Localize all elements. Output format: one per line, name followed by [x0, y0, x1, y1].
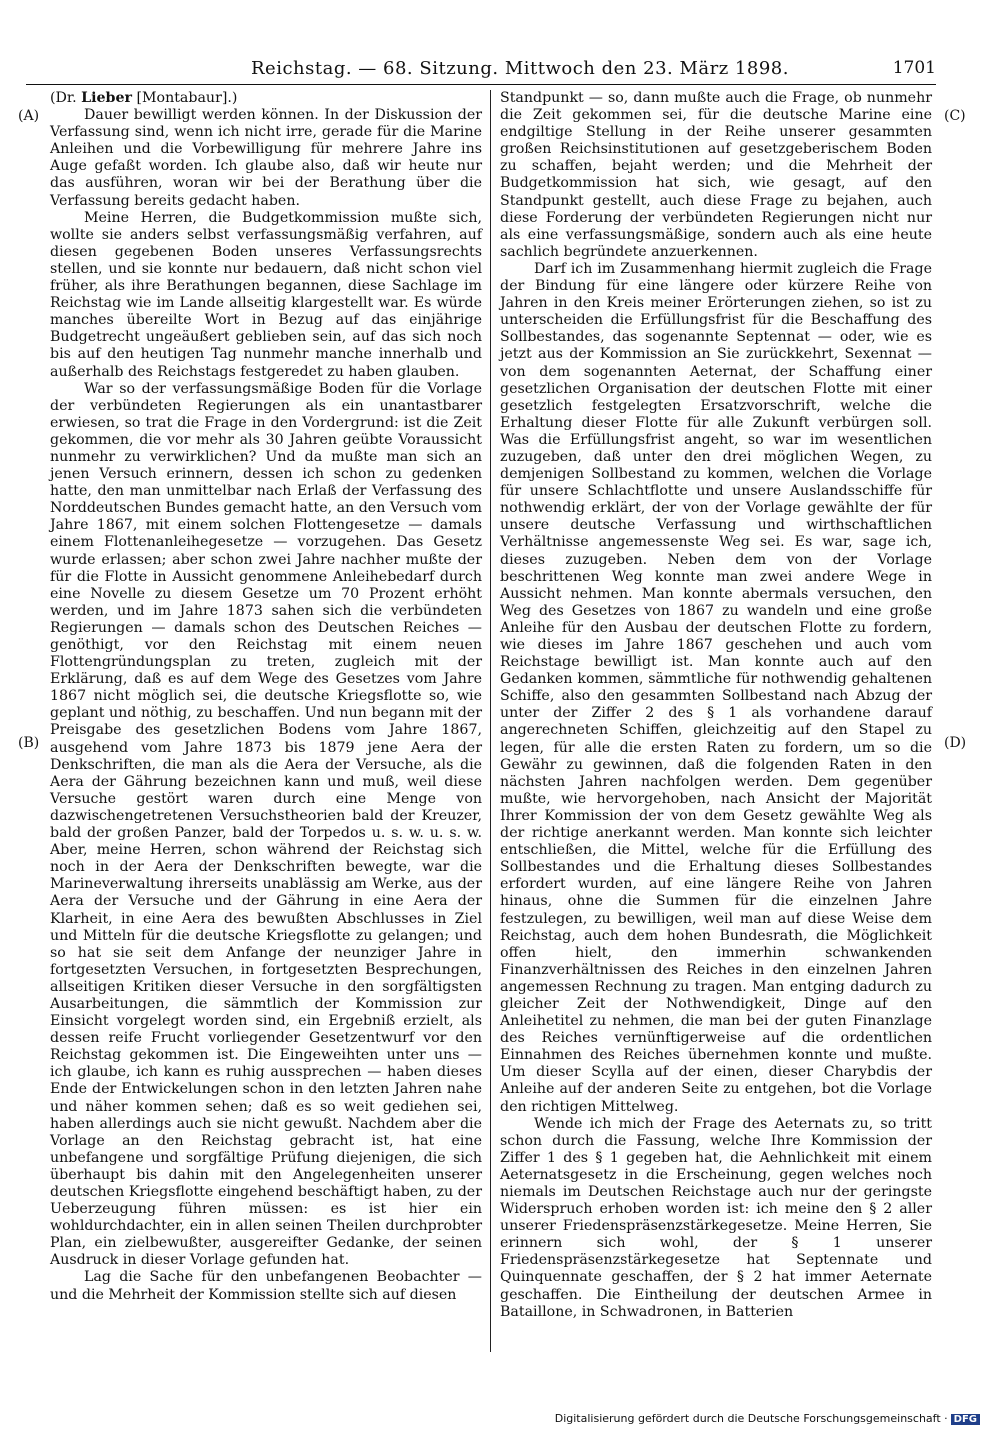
speaker-prefix: (Dr. [50, 90, 82, 106]
left-column [50, 90, 482, 1304]
paragraph: Lag die Sache für den unbefangenen Beobachter — und die Mehrheit der Kommission stellte sich auf diesen [50, 1269, 482, 1303]
paragraph: Dauer bewilligt werden können. In der Diskussion der Verfassung sind, wenn ich nicht irre, gerade für die Marine Anleihen und die Vorbewilligung für mehrere Jahre ins Auge gefaßt worden. Ich glaube also, daß wir heute nur das ausführen, woran wir bei der Berathung über die Verfassung bereits gedacht haben. [50, 107, 482, 209]
header-title: Reichstag. — 68. Sitzung. Mittwoch den 23. März 1898. [251, 58, 789, 79]
margin-mark-c: (C) [944, 108, 966, 124]
margin-mark-a: (A) [18, 108, 40, 124]
paragraph: Meine Herren, die Budgetkommission mußte sich, wollte sie anders selbst verfassungsmäßig verfahren, auf diesen gegebenen Boden unseres Verfassungsrechts stellen, und sie konnte nur bedauern, daß nicht schon viel früher, als ihre Berathungen begannen, diese Sachlage im Reichstag wie im Lande allseitig klargestellt war. Es würde manches übereilte Wort in Bezug auf das einjährige Budgetrecht ungeäußert geblieben sein, auf das sich noch bis auf den heutigen Tag nunmehr manche innerhalb und außerhalb des Reichstags festgeredet zu haben glauben. [50, 209, 482, 380]
page-number: 1701 [892, 58, 936, 78]
margin-mark-d: (D) [944, 735, 967, 751]
speaker-line [50, 90, 482, 107]
running-header [26, 58, 936, 85]
margin-mark-b: (B) [18, 735, 40, 751]
column-divider [490, 90, 491, 1352]
paragraph: Standpunkt — so, dann mußte auch die Frage, ob nunmehr die Zeit gekommen sei, für die deutsche Marine eine endgiltige Stellung in der Reihe unserer gesammten großen Reichsinstitutionen auf gesetzgeberischem Boden zu schaffen, bejaht werden; und die Mehrheit der Budgetkommission hat sich, wie gesagt, auf den Standpunkt gestellt, auch diese Frage zu bejahen, auch diese Forderung der verbündeten Regierungen nicht nur als eine verfassungsmäßige, sondern auch als eine heute sachlich begründete anzuerkennen. [500, 90, 932, 260]
right-column [500, 90, 932, 1321]
footer-text: Digitalisierung gefördert durch die Deutsche Forschungsgemeinschaft · [554, 1412, 948, 1425]
paragraph: Darf ich im Zusammenhang hiermit zugleich die Frage der Bindung für eine längere oder kürzere Reihe von Jahren in den Kreis meiner Erörterungen ziehen, so ist zu unterscheiden die Erfüllungsfrist für die Beschaffung des Sollbestandes, das sogenannte Septennat — oder, wie es jetzt aus der Kommission an Sie zurückkehrt, Sexennat — von dem sogenannten Aeternat, der Schaffung einer gesetzlichen Organisation der deutschen Flotte mit einer gesetzlich festgelegten Ersatzvorschrift, welche die Erhaltung dieser Flotte für alle Zukunft verbürgen soll. Was die Erfüllungsfrist angeht, so war im wesentlichen zuzugeben, daß unter den drei möglichen Wegen, zu demjenigen Sollbestand zu kommen, welchen die Vorlage für unsere Schlachtflotte und unsere Auslandsschiffe für nothwendig erklärt, der von der Vorlage gewählte der für unsere deutsche Verfassung und wirthschaftlichen Verhältnisse angemessenste Weg sei. Es war, sage ich, dieses zuzugeben. Neben dem von der Vorlage beschrittenen Weg konnte man zwei andere Wege in Aussicht nehmen. Man konnte abermals versuchen, den Weg des Gesetzes von 1867 zu wandeln und eine große Anleihe für den Ausbau der deutschen Flotte zu fordern, wie dieses im Jahre 1867 geschehen und auch vom Reichstage bewilligt ist. Man konnte auch auf den Gedanken kommen, sämmtliche für nothwendig gehaltenen Schiffe, also den gesammten Sollbestand nach Abzug der unter der Ziffer 2 des § 1 als vorhandene darauf angerechneten Schiffen, gleichzeitig auf den Stapel zu legen, für alle die ersten Raten zu fordern, um so die Gewähr zu gewinnen, daß die folgenden Raten in den nächsten Jahren nachfolgen werden. Dem gegenüber mußte, wie hervorgehoben, nach Ansicht der Majorität Ihrer Kommission der von dem Gesetz gewählte Weg als der richtige anerkannt werden. Man konnte sich leichter entschließen, die Mittel, welche für die Erfüllung des Sollbestandes und die Erhaltung dieses Sollbestandes erfordert wurden, auf eine längere Reihe von Jahren hinaus, ohne die Summen für die einzelnen Jahre festzulegen, zu bewilligen, weil man auf diese Weise dem Reichstag, auch dem hohen Bundesrath, die Möglichkeit offen hielt, den immerhin schwankenden Finanzverhältnissen des Reiches in den einzelnen Jahren angemessen Rechnung zu tragen. Man entging dadurch zu gleicher Zeit der Nothwendigkeit, Dinge auf den Anleihetitel zu nehmen, die man bei der guten Finanzlage des Reiches vernünftigerweise auf die ordentlichen Einnahmen des Reiches übernehmen konnte und mußte. Um dieser Scylla auf der einen, dieser Charybdis der Anleihe auf der anderen Seite zu entgehen, bot die Vorlage den richtigen Mittelweg. [500, 260, 932, 1115]
footer-credit [555, 1412, 980, 1425]
dfg-logo: DFG [951, 1414, 980, 1425]
paragraph: War so der verfassungsmäßige Boden für die Vorlage der verbündeten Regierungen als ein unantastbarer erwiesen, so trat die Frage in den Vordergrund: ist die Zeit gekommen, die vor mehr als 30 Jahren geübte Voraussicht nunmehr zu verwirklichen? Und da mußte man sich an jenen Versuch erinnern, dessen ich schon zu gedenken hatte, den man unmittelbar nach Erlaß der Verfassung des Norddeutschen Bundes gemacht hatte, an den Versuch vom Jahre 1867, mit einem solchen Flottengesetze — damals einem Flottenanleihegesetze — vorzugehen. Das Gesetz wurde erlassen; aber schon zwei Jahre nachher mußte der für die Flotte in Aussicht genommene Anleihebedarf durch eine Novelle zu diesem Gesetze um 70 Prozent erhöht werden, und im Jahre 1873 sahen sich die verbündeten Regierungen — damals schon des Deutschen Reiches — genöthigt, vor den Reichstag mit einem neuen Flottengründungsplan zu treten, zugleich mit der Erklärung, daß es auf dem Wege des Gesetzes vom Jahre 1867 nicht möglich sei, die deutsche Kriegsflotte so, wie geplant und nöthig, zu beschaffen. Und nun begann mit der Preisgabe des gesetzlichen Bodens vom Jahre 1867, ausgehend vom Jahre 1873 bis 1879 jene Aera der Denkschriften, die man als die Aera der Versuche, als die Aera der Gährung bezeichnen kann und muß, weil diese Versuche gestört waren durch eine Menge von dazwischengetretenen Versuchstheorien bald der Kreuzer, bald der großen Panzer, bald der Torpedos u. s. w. u. s. w. Aber, meine Herren, schon während der Reichstag sich noch in der Aera der Denkschriften bewegte, war die Marineverwaltung ihrerseits unablässig am Werke, aus der Aera der Versuche und der Gährung in eine Aera der Klarheit, in eine Aera des bewußten Abschlusses in Ziel und Mitteln für die deutsche Kriegsflotte zu gelangen; und so hat sie seit dem Anfange der neunziger Jahre in fortgesetzten Versuchen, in fortgesetzten Besprechungen, allseitigen Kritiken dieser Versuche in den sorgfältigsten Ausarbeitungen, die sämmtlich der Kommission zur Einsicht vorgelegt worden sind, ein Ergebniß erzielt, als dessen reife Frucht vorliegender Gesetzentwurf vor den Reichstag gekommen ist. Die Eingeweihten unter uns — ich glaube, ich kann es ruhig aussprechen — haben dieses Ende der Entwickelungen schon in den letzten Jahren nahe und näher kommen sehen; daß es so weit gediehen sei, haben allerdings auch sie nicht gewußt. Nachdem aber die Vorlage an den Reichstag gebracht ist, hat eine unbefangene und sorgfältige Prüfung diejenigen, die sich überhaupt bis dahin mit den Angelegenheiten unserer deutschen Kriegsflotte eingehend beschäftigt haben, zu der Ueberzeugung führen müssen: es ist hier ein wohldurchdachter, ein in allen seinen Theilen durchprobter Plan, ein zielbewußter, ausgereifter Gedanke, der seinen Ausdruck in dieser Vorlage gefunden hat. [50, 380, 482, 1269]
paragraph: Wende ich mich der Frage des Aeternats zu, so tritt schon durch die Fassung, welche Ihre Kommission der Ziffer 1 des § 1 gegeben hat, die Aehnlichkeit mit einem Aeternatsgesetz in die Erscheinung, gegen welches noch niemals im Deutschen Reichstage auch nur der geringste Widerspruch erhoben worden ist: ich meine den § 2 aller unserer Friedenspräsenzstärkegesetze. Meine Herren, Sie erinnern sich wohl, der § 1 unserer Friedenspräsenzstärkegesetze hat Septennate und Quinquennate geschaffen, der § 2 hat immer Aeternate geschaffen. Die Eintheilung der deutschen Armee in Bataillone, in Schwadronen, in Batterien [500, 1115, 932, 1320]
speaker-suffix: [Montabaur].) [131, 90, 238, 106]
speaker-name: Lieber [81, 90, 132, 106]
